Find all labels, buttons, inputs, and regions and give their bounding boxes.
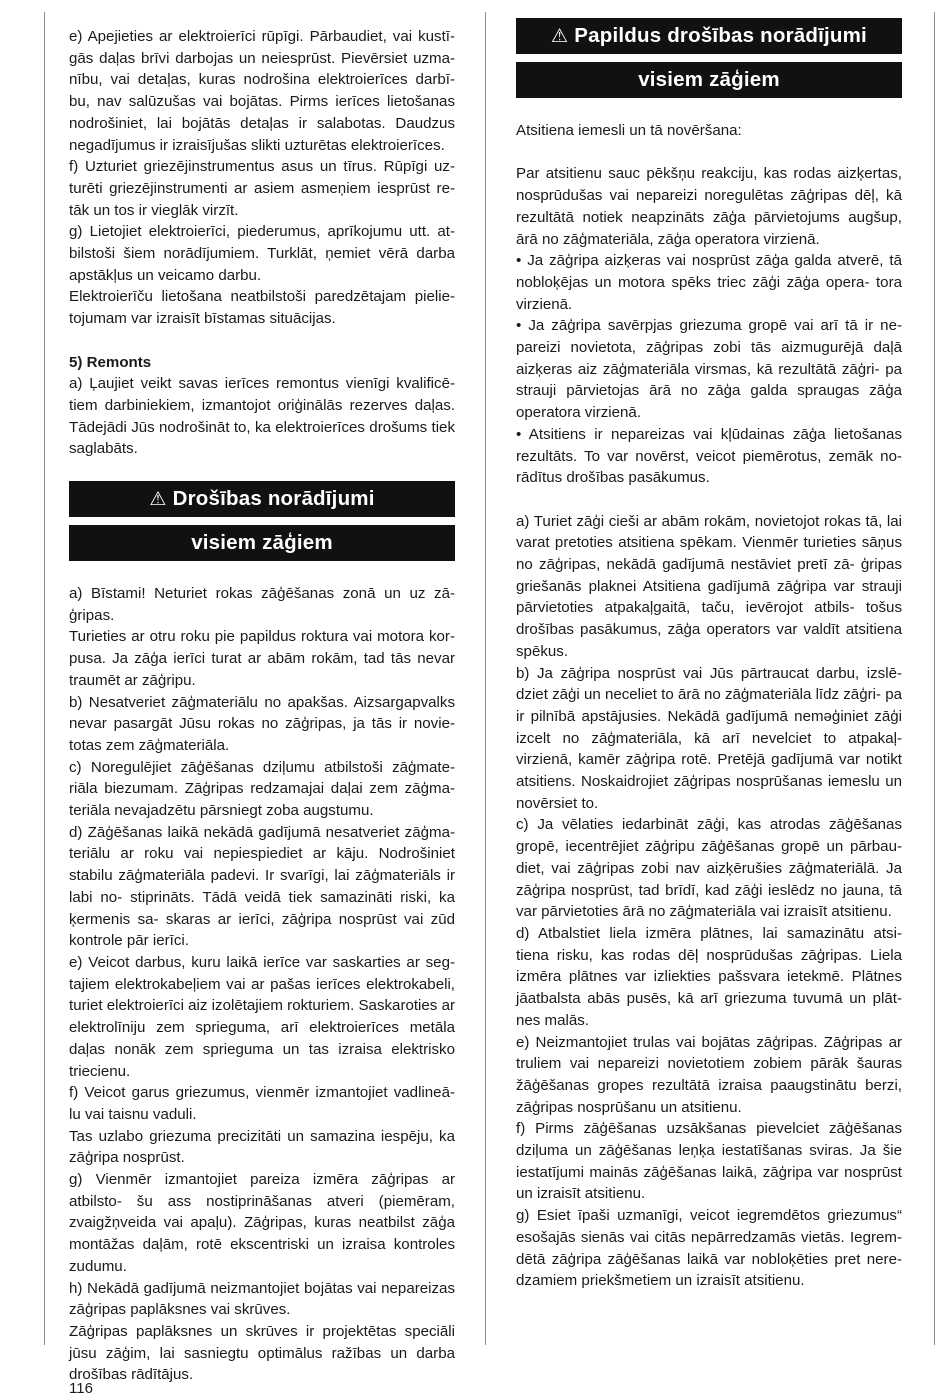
additional-safety-banner [516, 18, 902, 98]
paragraph: f) Veicot garus griezumus, vienmēr izmantojiet vadlineā- lu vai taisnu vaduli. [69, 1084, 455, 1123]
paragraph: c) Noregulējiet zāģēšanas dziļumu atbilstoši zāģmate- riāla biezumam. Zāģripas redzamajai daļai zem zāģma- teriāla nevajadzētu pārsniegt zoba augstumu. [69, 758, 455, 820]
paragraph: e) Apejieties ar elektroierīci rūpīgi. Pārbaudiet, vai kustī- gās daļas brīvi darbojas un neiesprūst. Pievērsiet uzma- nību, vai detaļas, kuras nodrošina elektroierīces darbī- bu, nav salūzušas vai bojātas. Pirms ierīces lietošanas nodrošiniet, lai bojātās detaļas ir salabotas. Daudzus negadījumus ir izraisījušas slikti uzturētas elektroierīces. [69, 28, 455, 154]
paragraph: a) Turiet zāģi cieši ar abām rokām, novietojot rokas tā, lai varat pretoties atsitiena spēkam. Vienmēr turieties sāņus no zāģripas, nekādā gadījumā nestāviet pretī zā- ģripas griešanās plaknei Atsitiena gadījumā zāģripa var strauji pārvietoties atpakaļgaitā, taču, ievērojot atbils- tošus drošības pasākumus, zāģa operators var valdīt atsitiena spēkus. [516, 512, 902, 660]
bullet-item: • Ja zāģripa savērpjas griezuma gropē vai arī tā ir ne- pareizi novietota, zāģripas zobi tās aizmugurējā daļā aizķeras aiz zāģmateriāla virsmas, kā rezultātā zāģri- pa strauji pārvietojas ārā no zāģa galda spraugas zāģa operatora virzienā. [516, 317, 902, 422]
banner-title: ⚠ Papildus drošības norādījumi [516, 18, 902, 54]
paragraph: h) Nekādā gadījumā neizmantojiet bojātas vai nepareizas zāģripas paplāksnes vai skrūves. [69, 1279, 455, 1319]
paragraph: e) Veicot darbus, kuru laikā ierīce var saskarties ar seg- tajiem elektrokabeļiem vai ar pašas ierīces elektrokabeli, turiet elektroierīci aiz izolētajiem rokturiem. Saskaroties ar elektrolīniju zem sprieguma, arī elektroierīces metāla daļas nonāk zem sprieguma un tas izraisa elektrisko triecienu. [69, 954, 455, 1080]
paragraph: Atsitiena iemesli un tā novēršana: [516, 122, 742, 139]
banner-subtitle: visiem zāģiem [516, 62, 902, 98]
paragraph: a) Ļaujiet veikt savas ierīces remontus vienīgi kvalificē- tiem darbiniekiem, izmantojot oriģinālās rezerves daļas. Tādejādi Jūs nodrošināt to, ka elektroierīces drošums tiek saglabāts. [69, 375, 455, 458]
right-margin-rule [934, 12, 935, 1345]
paragraph: Turieties ar otru roku pie papildus roktura vai motora kor- pusa. Ja zāģa ierīci turat ar abām rokām, tad tās nevar traumēt ar zāģripu. [69, 628, 455, 689]
paragraph: Elektroierīču lietošana neatbilstoši paredzētajam pielie- tojumam var izraisīt bīstamas situācijas. [69, 288, 455, 328]
bullet-item: • Atsitiens ir nepareizas vai kļūdainas zāģa lietošanas rezultāts. To var novērst, veicot piemērotus, zemāk no- rādītus drošības pasākumus. [516, 425, 902, 487]
right-column [516, 18, 902, 1292]
paragraph: f) Pirms zāģēšanas uzsākšanas pievelciet zāģēšanas dziļuma un zāģēšanas leņķa iestatīšanas sviras. Ja šie iestatījumi mainās zāģēšanas laikā, zāģripa var nosprūst un izraisīt atsitienu. [516, 1120, 902, 1203]
paragraph: b) Nesatveriet zāģmateriālu no apakšas. Aizsargapvalks nevar pasargāt Jūsu rokas no zāģripas, ja tās ir novie- totas zem zāģmateriāla. [69, 693, 455, 754]
paragraph: Par atsitienu sauc pēkšņu reakciju, kas rodas aizķertas, nosprūdušas vai nepareizi noregulētas zāģripas dēļ, kā rezultātā notiek neapzināts zāģa pārvietojums augšup, ārā no zāģmateriāla, zāģa operatora virzienā. [516, 165, 902, 248]
warning-icon: ⚠ [551, 26, 569, 47]
paragraph: d) Atbalstiet liela izmēra plātnes, lai samazinātu atsi- tiena risku, kas rodas dēļ nosprūdušas zāģripas. Liela izmēra plātnes var izliekties pašsvara ietekmē. Plātnes jāatbalsta abās pusēs, kā arī griezuma tuvumā un plāt- nes malās. [516, 924, 902, 1029]
paragraph: Tas uzlabo griezuma precizitāti un samazina iespēju, ka zāģripa nosprūst. [69, 1127, 455, 1167]
page-number: 116 [69, 1380, 93, 1397]
paragraph: b) Ja zāģripa nosprūst vai Jūs pārtraucat darbu, izslē- dziet zāģi un neceliet to ārā no zāģmateriāla līdz zāģri- pa ir pilnībā apstājusies. Nekādā gadījumā neməģiniet zāģi izcelt no zāģmateriāla, kā arī nevelciet to atpakaļ- virzienā, kamēr zāģripa rotē. Pretējā gadījumā var notikt atsitiens. Noskaidrojiet zāģripas nosprūšanas iemeslu un novērsiet to. [516, 664, 902, 812]
paragraph: g) Vienmēr izmantojiet pareiza izmēra zāģripas ar atbilsto- šu ass nostiprināšanas atveri (piemēram, zvaigžņveida vai apaļu). Zāģripas, kuras neatbilst zāģa montāžas daļām, rotē ekscentriski un izraisa kontroles zudumu. [69, 1171, 455, 1275]
paragraph: g) Esiet īpaši uzmanīgi, veicot iegremdētos griezumus“ esošajās sienās vai citās nepārredzamās vietās. Iegrem- dētā zāģripa zāģēšanas laikā var nobloķēties pret nere- dzamiem priekšmetiem un izraisīt atsitienu. [516, 1207, 902, 1290]
paragraph: c) Ja vēlaties iedarbināt zāģi, kas atrodas zāģēšanas gropē, iecentrējiet zāģripu zāģēšanas gropē un pārbau- diet, vai zāģripas zobi nav aizķērušies zāģmateriālā. Ja zāģripa nosprūst, tad brīdī, kad zāģi ieslēdz no jauna, tā var pārvietoties ārā no zāģmateriāla vai izraisīt atsitienu. [516, 816, 902, 921]
column-divider-rule [485, 12, 486, 1345]
bullet-item: • Ja zāģripa aizķeras vai nosprūst zāģa galda atverē, tā nobloķējas un motora spēks triec zāģi zāģa opera- tora virzienā. [516, 252, 902, 313]
paragraph: d) Zāģēšanas laikā nekādā gadījumā nesatveriet zāģma- teriālu ar roku vai nepiespiediet ar kāju. Nodrošiniet stabilu zāģmateriāla padevi. Ir svarīgi, lai zāģmateriāls ir labi no- stiprināts. Tādā veidā tiek samazināti riski, ka ķermenis sa- skaras ar ierīci, zāģripa nosprūst vai zūd kontrole pār ierīci. [69, 823, 455, 950]
left-column [69, 26, 455, 1386]
paragraph: f) Uzturiet griezējinstrumentus asus un tīrus. Rūpīgi uz- turēti griezējinstrumenti ar asiem asmeņiem iesprūst re- tāk un tos ir vieglāk virzīt. [69, 158, 455, 219]
paragraph: g) Lietojiet elektroierīci, piederumus, aprīkojumu utt. at- bilstoši šiem norādījumiem. Turklāt, ņemiet vērā darba apstākļus un veicamo darbu. [69, 223, 455, 284]
paragraph: e) Neizmantojiet trulas vai bojātas zāģripas. Zāģripas ar truliem vai nepareizi novietotiem zobiem pārāk šauras žāģēšanas gropes rezultātā izraisa paaugstinātu berzi, zāģripas nosprūšanu un atsitienu. [516, 1033, 902, 1116]
warning-icon: ⚠ [149, 489, 167, 511]
banner-subtitle: visiem zāģiem [69, 525, 455, 561]
section-heading-remonts: 5) Remonts [69, 353, 152, 371]
banner-title: ⚠ Drošības norādījumi [69, 481, 455, 517]
paragraph: a) Bīstami! Neturiet rokas zāģēšanas zonā un uz zā- ģripas. [69, 585, 455, 624]
safety-banner [69, 481, 455, 561]
left-margin-rule [44, 12, 45, 1345]
paragraph: Zāģripas paplāksnes un skrūves ir projektētas speciāli jūsu zāģim, lai sasniegtu optimālus ražības un darba drošības rādītājus. [69, 1322, 455, 1384]
